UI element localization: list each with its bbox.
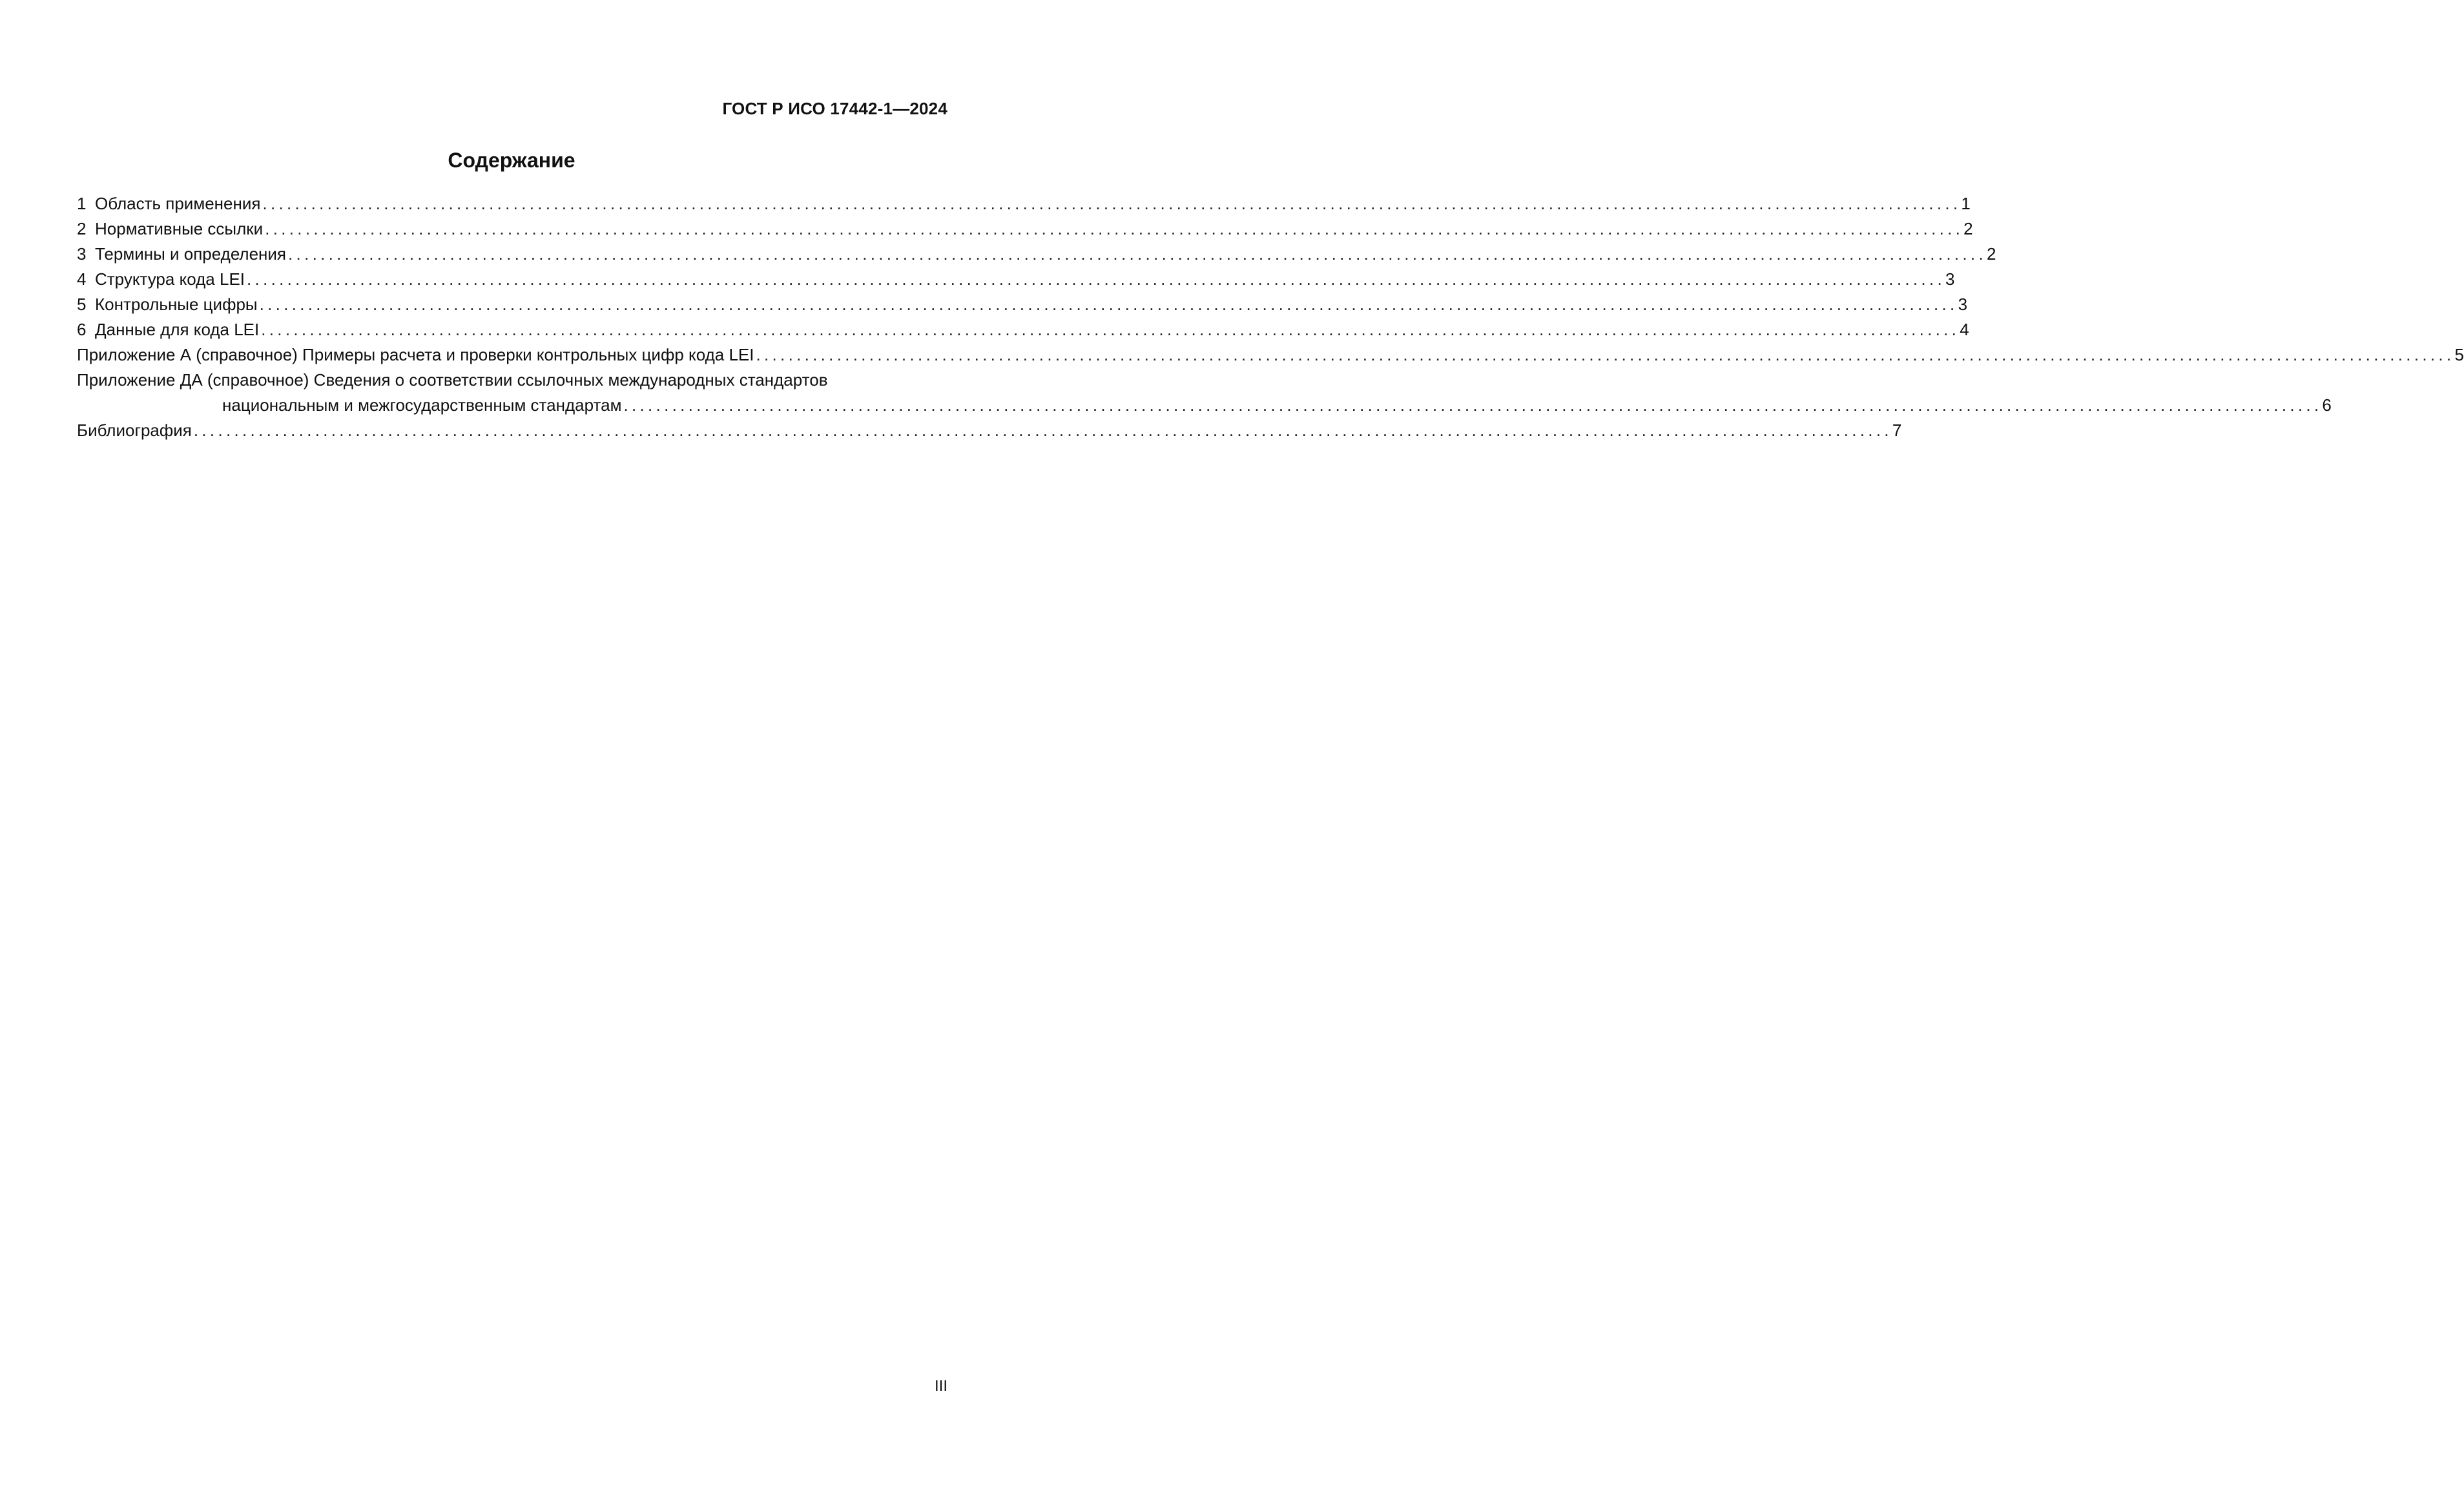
- toc-entry-bibliography[interactable]: [77, 418, 1902, 443]
- toc-entry-page: 6: [2322, 395, 2332, 415]
- dot-leader: ..................................................................................................................................................................................................................: [756, 345, 2455, 364]
- dot-leader: ..................................................................................................................................................................................................................: [259, 295, 1958, 314]
- toc-entry-check-digits[interactable]: [77, 292, 1968, 317]
- toc-entry-lei-data[interactable]: [77, 317, 1969, 342]
- toc-entry-number: 5: [77, 295, 87, 314]
- toc-entry-annex-da-line1[interactable]: [77, 368, 948, 393]
- toc-entry-label: Контрольные цифры: [95, 295, 258, 314]
- page-number: III: [934, 1377, 947, 1395]
- toc-entry-label: Приложение А (справочное) Примеры расчета и проверки контрольных цифр кода LEI: [77, 345, 754, 364]
- toc-entry-annex-a[interactable]: [77, 342, 2464, 368]
- toc-entry-page: 2: [1963, 219, 1973, 238]
- toc-entry-label: Приложение ДА (справочное) Сведения о соответствии ссылочных международных стандартов: [77, 370, 828, 390]
- dot-leader: ..................................................................................................................................................................................................................: [262, 194, 1962, 213]
- toc-entry-page: 3: [1945, 269, 1955, 289]
- toc-entry-number: 1: [77, 194, 87, 213]
- toc-entry-number: 2: [77, 219, 87, 238]
- toc-entry-page: 2: [1986, 244, 1996, 264]
- document-code: ГОСТ Р ИСО 17442-1—2024: [722, 99, 947, 118]
- toc-entry-annex-da-line2[interactable]: [77, 393, 2332, 418]
- toc-entry-page: 5: [2454, 345, 2464, 364]
- dot-leader: ..................................................................................................................................................................................................................: [288, 244, 1987, 264]
- toc-entry-scope[interactable]: [77, 191, 1971, 216]
- toc-entry-label: Область применения: [95, 194, 261, 213]
- toc-entry-normative-references[interactable]: [77, 216, 1973, 242]
- dot-leader: ..................................................................................................................................................................................................................: [193, 421, 1892, 440]
- dot-leader: ..................................................................................................................................................................................................................: [265, 219, 1964, 238]
- toc-entry-page: 7: [1892, 421, 1902, 440]
- dot-leader: ..................................................................................................................................................................................................................: [261, 320, 1960, 339]
- toc-entry-page: 3: [1958, 295, 1968, 314]
- toc-entry-page: 1: [1961, 194, 1971, 213]
- toc-entry-label: Нормативные ссылки: [95, 219, 264, 238]
- toc-entry-terms-definitions[interactable]: [77, 242, 1996, 267]
- toc-entry-number: 3: [77, 244, 87, 264]
- toc-entry-lei-structure[interactable]: [77, 267, 1955, 292]
- toc-entry-page: 4: [1960, 320, 1969, 339]
- toc-entry-label: Структура кода LEI: [95, 269, 245, 289]
- dot-leader: ..................................................................................................................................................................................................................: [623, 395, 2323, 415]
- toc-entry-label: Данные для кода LEI: [95, 320, 260, 339]
- dot-leader: ..................................................................................................................................................................................................................: [247, 269, 1945, 289]
- toc-entry-label: Библиография: [77, 421, 192, 440]
- toc-entry-number: 4: [77, 269, 87, 289]
- toc-title: Содержание: [448, 149, 575, 172]
- table-of-contents: [77, 191, 2464, 443]
- toc-entry-label: Термины и определения: [95, 244, 287, 264]
- toc-entry-label-continuation: национальным и межгосударственным стандартам: [222, 395, 622, 415]
- toc-entry-number: 6: [77, 320, 87, 339]
